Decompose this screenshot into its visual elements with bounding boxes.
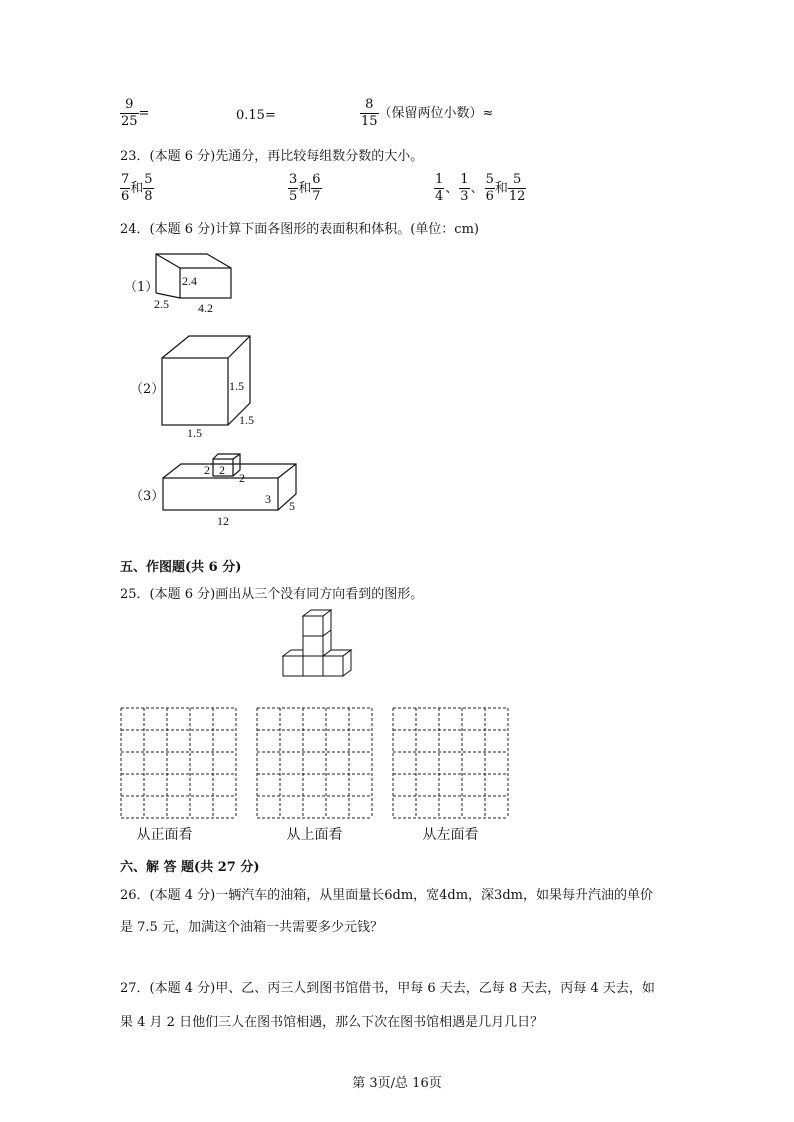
figure-1-label: （1） [124,280,159,295]
section-5-title: 五、作图题(共 6 分) [120,560,242,575]
caption-top-view: 从上面看 [286,827,343,843]
question-26-line-2: 是 7.5 元，加满这个油箱一共需要多少元钱？ [120,920,383,935]
figure-2-label: （2） [130,382,165,397]
grid-left-view[interactable] [392,707,509,819]
fig2-length-label: 1.5 [187,426,202,440]
fig3-small-label-c: 2 [239,471,245,485]
page-footer: 第 3页/总 16页 [352,1076,442,1091]
compare-group-2: $\frac{3}{5}$ 和 $\frac{6}{7}$ [289,172,321,204]
grid-top-view[interactable] [256,707,373,819]
fig3-small-label-b: 2 [219,463,225,477]
figure-2-cube [155,330,265,442]
fig3-length-label: 12 [217,514,229,528]
fig3-small-label-a: 2 [204,463,210,477]
row-22: $\frac{9}{25}$ = [121,97,150,129]
decimal-expression: 0.15= [236,108,276,123]
fraction: $\frac{8}{15}$ [361,97,378,129]
question-26-line-1: 26．(本题 4 分)一辆汽车的油箱，从里面量长6dm，宽4dm，深3dm，如果每升汽油的单价 [120,888,653,903]
fig3-height-label: 3 [265,492,271,506]
fraction-round-expression: $\frac{8}{15}$ （保留两位小数）≈ [361,97,494,129]
question-23: 23．(本题 6 分)先通分，再比较每组数分数的大小。 [120,149,424,164]
compare-group-1: $\frac{7}{6}$ 和 $\frac{5}{8}$ [121,172,153,204]
grid-front-view[interactable] [120,707,237,819]
figure-1-cuboid [150,248,250,318]
figure-3-composite [155,448,305,533]
fig3-width-label: 5 [289,499,295,513]
question-24: 24．(本题 6 分)计算下面各图形的表面积和体积。(单位：cm) [120,222,479,237]
question-25: 25．(本题 6 分)画出从三个没有同方向看到的图形。 [120,587,424,602]
fig1-height-label: 2.4 [182,274,197,288]
question-27-line-1: 27．(本题 4 分)甲、乙、丙三人到图书馆借书，甲每 6 天去，乙每 8 天去，丙每 4 天去，如 [120,981,655,996]
fig1-width-label: 2.5 [154,297,169,311]
stacked-cubes-figure [280,607,360,682]
fig2-width-label: 1.5 [239,413,254,427]
figure-3-label: （3） [130,489,165,504]
fraction: $\frac{9}{25}$ [121,97,138,129]
section-6-title: 六、解 答 题(共 27 分) [120,860,260,875]
fig1-length-label: 4.2 [198,301,213,315]
fig2-height-label: 1.5 [229,379,244,393]
caption-left-view: 从左面看 [422,827,479,843]
caption-front-view: 从正面看 [136,827,193,843]
question-27-line-2: 果 4 月 2 日他们三人在图书馆相遇，那么下次在图书馆相遇是几月几日？ [120,1015,544,1030]
compare-group-3: $\frac{1}{4}$ 、 $\frac{1}{3}$ 、 $\frac{5}{6}$ 和 $\frac{5}{12}$ [435,172,526,204]
